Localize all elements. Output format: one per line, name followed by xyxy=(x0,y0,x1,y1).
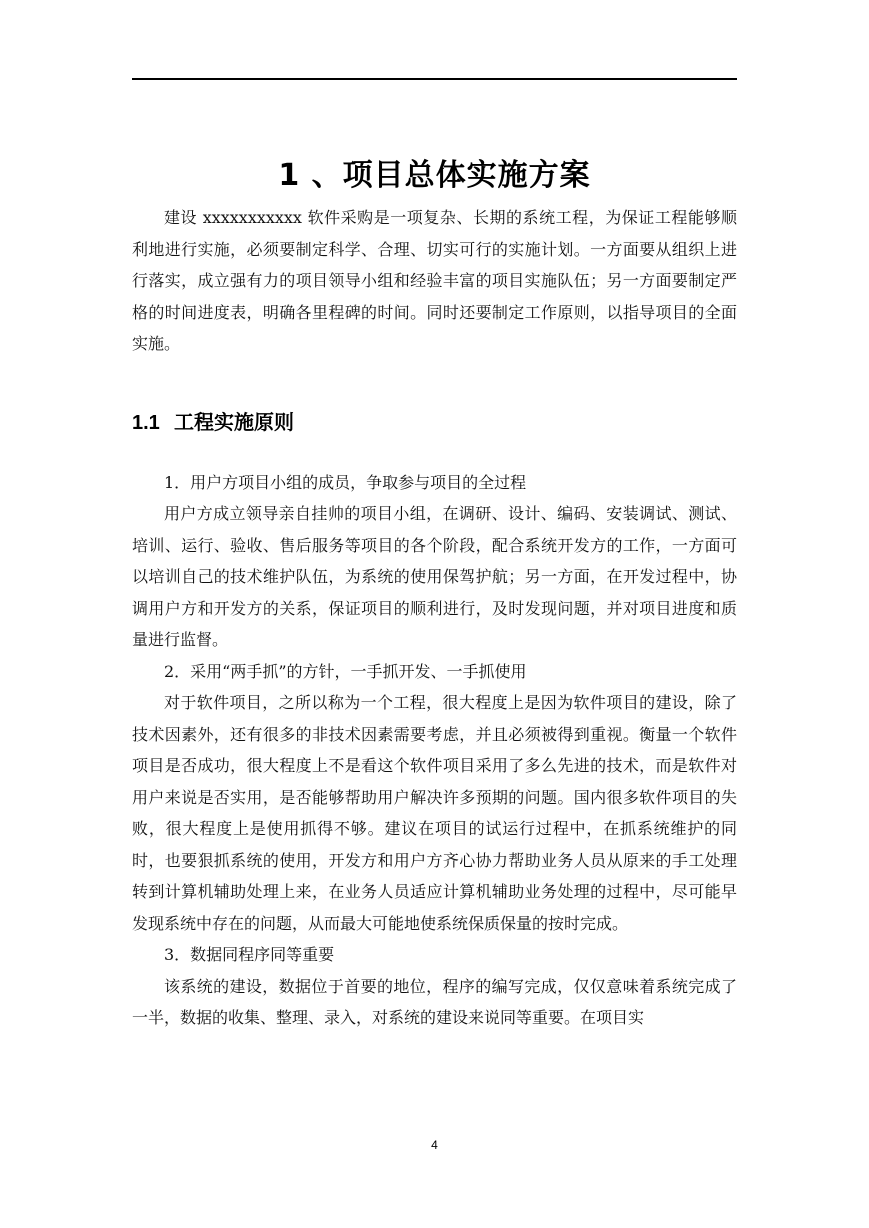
page-number: 4 xyxy=(431,1138,438,1152)
chapter-title: 1 、项目总体实施方案 xyxy=(278,158,591,193)
principle-body: 对于软件项目，之所以称为一个工程，很大程度上是因为软件项目的建设，除了技术因素外，还有很多的非技术因素需要考虑，并且必须被得到重视。衡量一个软件项目是否成功，很大程度上不是看这个软件项目采用了多么先进的技术，而是软件对用户来说是否实用，是否能够帮助用户解决许多预期的问题。国内很多软件项目的失败，很大程度上是使用抓得不够。建议在项目的试运行过程中，在抓系统维护的同时，也要狠抓系统的使用，开发方和用户方齐心协力帮助业务人员从原来的手工处理转到计算机辅助处理上来，在业务人员适应计算机辅助业务处理的过程中，尽可能早发现系统中存在的问题，从而最大可能地使系统保质保量的按时完成。 xyxy=(132,693,737,933)
section-number: 1.1 xyxy=(132,411,160,434)
principle-body: 该系统的建设，数据位于首要的地位，程序的编写完成，仅仅意味着系统完成了一半，数据的收集、整理、录入，对系统的建设来说同等重要。在项目实 xyxy=(132,976,737,1027)
page-content xyxy=(132,150,737,1034)
principle-body: 用户方成立领导亲自挂帅的项目小组，在调研、设计、编码、安装调试、测试、培训、运行、验收、售后服务等项目的各个阶段，配合系统开发方的工作，一方面可以培训自己的技术维护队伍，为系统的使用保驾护航；另一方面，在开发过程中，协调用户方和开发方的关系，保证项目的顺利进行，及时发现问题，并对项目进度和质量进行监督。 xyxy=(132,504,737,649)
principle-heading: 2．采用“两手抓”的方针，一手抓开发、一手抓使用 xyxy=(164,661,527,681)
section-title-text: 工程实施原则 xyxy=(174,409,294,434)
spacer xyxy=(132,446,737,467)
principle-heading: 1．用户方项目小组的成员，争取参与项目的全过程 xyxy=(164,472,527,492)
spacer xyxy=(132,360,737,398)
header-rule xyxy=(132,78,737,80)
intro-paragraph: 建设 xxxxxxxxxxx 软件采购是一项复杂、长期的系统工程，为保证工程能够顺利地进行实施，必须要制定科学、合理、切实可行的实施计划。一方面要从组织上进行落实，成立强有力的项目领导小组和经验丰富的项目实施队伍；另一方面要制定严格的时间进度表，明确各里程碑的时间。同时还要制定工作原则，以指导项目的全面实施。 xyxy=(132,208,737,353)
section-title xyxy=(132,398,737,446)
principle-heading: 3．数据同程序同等重要 xyxy=(164,945,335,964)
